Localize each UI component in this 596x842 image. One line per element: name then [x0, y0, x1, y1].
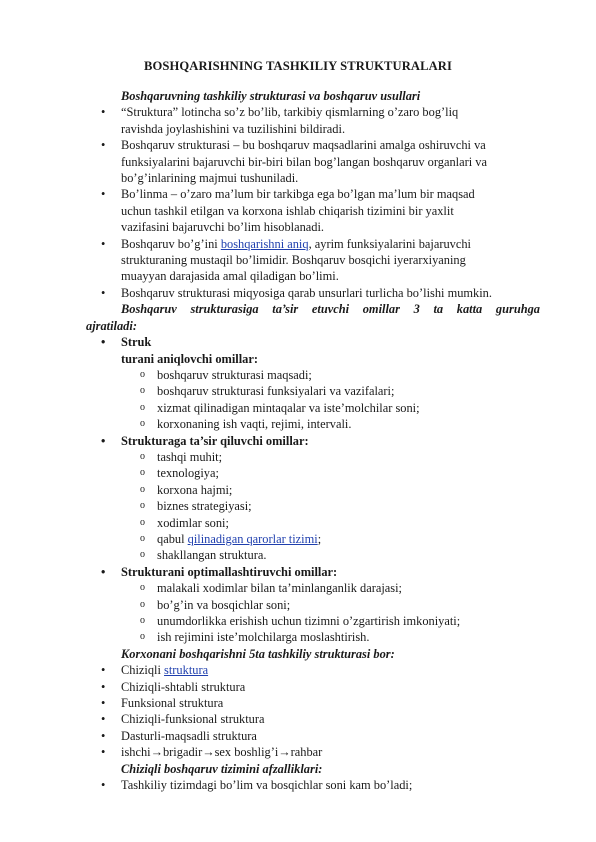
text-line: uchun tashkil etilgan va korxona ishlab chiqarish tizimini bir yaxlit: [121, 203, 454, 218]
sub-list-item: [0, 597, 596, 613]
text-line: turani aniqlovchi omillar:: [121, 351, 258, 366]
text-line: “Struktura” lotincha so’z bo’lib, tarkibiy qismlarning o’zaro bog’liq: [121, 105, 459, 120]
list-item: [0, 662, 541, 678]
sub-list-item: [0, 580, 596, 596]
text-line: ajratiladi:: [86, 318, 137, 333]
text-line: Strukturaga ta’sir qiluvchi omillar:: [121, 433, 309, 448]
circle-bullet-icon: o: [140, 615, 145, 626]
bullet-icon: •: [101, 335, 106, 350]
sub-item-text: korxona hajmi;: [157, 482, 233, 497]
link-boshqarishni-aniq[interactable]: boshqarishni aniq: [220, 236, 309, 251]
text-line: Boshqaruv strukturasi miqyosiga qarab unsurlari turlicha bo’lishi mumkin.: [121, 285, 492, 300]
bullet-icon: •: [101, 433, 106, 448]
circle-bullet-icon: o: [140, 368, 145, 380]
circle-bullet-icon: o: [140, 582, 145, 594]
bullet-icon: •: [101, 679, 106, 694]
sub-list-item: [0, 449, 596, 465]
text-line: funksiyalarini bajaruvchi bir-biri bilan bog’langan boshqaruv organlari va: [121, 154, 487, 169]
bullet-icon: •: [101, 712, 106, 727]
list-item: [0, 186, 541, 235]
sub-item-text: xizmat qilinadigan mintaqalar va iste’molchilar soni;: [157, 400, 420, 415]
bullet-icon: •: [101, 187, 106, 202]
list-item-text: Chiziqli-shtabli struktura: [121, 679, 246, 694]
list-item-text: Dasturli-maqsadli struktura: [121, 728, 257, 743]
factor-group-title: [0, 433, 541, 449]
text-line: Boshqaruv strukturasi – bu boshqaruv maqsadlarini amalga oshiruvchi va: [121, 138, 486, 153]
link-qarorlar-tizimi[interactable]: qilinadigan qarorlar tizimi: [187, 531, 318, 546]
sub-item-text: unumdorlikka erishish uchun tizimni o’zgartirish imkoniyati;: [157, 614, 461, 628]
sub-list-item: [0, 613, 596, 629]
circle-bullet-icon: o: [140, 483, 145, 495]
sub-item-text: korxonaning ish vaqti, rejimi, intervali.: [157, 417, 352, 432]
text-fragment: qabul: [157, 531, 188, 546]
list-item: [0, 695, 541, 711]
list-item: [0, 285, 541, 301]
sub-item-text: ish rejimini iste’molchilarga moslashtirish.: [157, 630, 370, 645]
circle-bullet-icon: o: [140, 467, 145, 479]
bullet-icon: •: [101, 285, 106, 300]
bullet-icon: •: [101, 696, 106, 711]
sub-item-text: xodimlar soni;: [157, 515, 229, 530]
section-heading-five-structures: Korxonani boshqarishni 5ta tashkiliy strukturasi bor:: [121, 646, 395, 661]
factor-group-title: [0, 564, 541, 580]
text-line: Struk: [121, 335, 152, 350]
sub-list-item: [0, 400, 596, 416]
text-fragment: , ayrim funksiyalarini bajaruvchi: [308, 236, 471, 251]
sub-list-item: [0, 629, 596, 645]
list-item: [0, 104, 541, 137]
section-heading-structure-methods: Boshqaruvning tashkiliy strukturasi va boshqaruv usullari: [121, 89, 421, 103]
bullet-icon: •: [101, 663, 106, 678]
list-item-text: Funksional struktura: [121, 696, 224, 711]
sub-item-text: bo’g’in va bosqichlar soni;: [157, 597, 291, 612]
list-item: [0, 744, 541, 760]
circle-bullet-icon: o: [140, 418, 145, 430]
list-item-text: Tashkiliy tizimdagi bo’lim va bosqichlar soni kam bo’ladi;: [121, 778, 413, 793]
circle-bullet-icon: o: [140, 631, 145, 643]
circle-bullet-icon: o: [140, 532, 145, 544]
document-title: BOSHQARISHNING TASHKILIY STRUKTURALARI: [144, 59, 452, 73]
sub-list-item: [0, 515, 596, 531]
text-line: Strukturani optimallashtiruvchi omillar:: [121, 564, 338, 579]
list-item: [0, 711, 541, 727]
text-line: bo’g’inlarining majmui tushuniladi.: [121, 171, 299, 186]
text-fragment: Boshqaruv bo’g’ini: [121, 236, 221, 251]
sub-item-text: tashqi muhit;: [157, 449, 223, 464]
factor-group-title: [0, 334, 541, 367]
circle-bullet-icon: o: [140, 500, 145, 512]
sub-list-item: [0, 498, 596, 514]
bullet-icon: •: [101, 564, 106, 579]
circle-bullet-icon: o: [140, 450, 145, 462]
bullet-icon: •: [101, 236, 106, 251]
circle-bullet-icon: o: [140, 549, 145, 561]
bullet-icon: •: [101, 728, 106, 743]
document-body: [0, 88, 596, 793]
list-item-text: Chiziqli-funksional struktura: [121, 712, 265, 727]
section-heading-advantages: Chiziqli boshqaruv tizimini afzalliklari:: [121, 761, 323, 776]
sub-item-text: malakali xodimlar bilan ta’minlanganlik darajasi;: [157, 581, 402, 596]
list-item: [0, 679, 541, 695]
sub-item-text: texnologiya;: [157, 466, 219, 481]
sub-list-item: [0, 465, 596, 481]
list-item: [0, 728, 541, 744]
text-line: Bo’linma – o’zaro ma’lum bir tarkibga ega bo’lgan ma’lum bir maqsad: [121, 187, 475, 202]
sub-list-item: [0, 482, 596, 498]
text-line: [121, 236, 541, 252]
text-line: strukturaning mustaqil bo’limidir. Boshqaruv bosqichi iyerarxiyaning: [121, 253, 466, 268]
list-item-text: ishchi→brigadir→sex boshlig’i→rahbar: [121, 745, 323, 760]
text-line: ravishda joylashishini va tuzilishini bildiradi.: [121, 121, 346, 136]
sub-list-item: [0, 383, 596, 399]
circle-bullet-icon: o: [140, 401, 145, 413]
text-line: Boshqaruv strukturasiga ta’sir etuvchi omillar 3 ta katta guruhga: [121, 302, 540, 317]
text-fragment: ;: [317, 531, 322, 546]
bullet-icon: •: [101, 105, 106, 120]
sub-list-item: [0, 367, 596, 383]
link-struktura[interactable]: struktura: [164, 663, 209, 678]
factors-intro-paragraph: [0, 301, 540, 334]
bullet-icon: •: [101, 745, 106, 760]
circle-bullet-icon: o: [140, 598, 145, 610]
sub-item-text: biznes strategiyasi;: [157, 499, 252, 514]
sub-item-text: boshqaruv strukturasi funksiyalari va vazifalari;: [157, 384, 395, 399]
list-item: [0, 137, 541, 186]
sub-list-item: [0, 416, 596, 432]
list-item: [0, 236, 541, 285]
circle-bullet-icon: o: [140, 516, 145, 528]
sub-list-item: [0, 547, 596, 563]
sub-list-item: [0, 531, 596, 547]
circle-bullet-icon: o: [140, 385, 145, 397]
text-line: muayyan darajasida amal qiladigan bo’limi.: [121, 269, 339, 284]
bullet-icon: •: [101, 138, 106, 153]
sub-item-text: shakllangan struktura.: [157, 548, 267, 563]
text-fragment: Chiziqli: [121, 663, 165, 678]
list-item: [0, 777, 541, 793]
text-line: vazifasini bajaruvchi bo’lim hisoblanadi.: [121, 220, 325, 235]
bullet-icon: •: [101, 778, 106, 793]
sub-item-text: boshqaruv strukturasi maqsadi;: [157, 367, 312, 382]
